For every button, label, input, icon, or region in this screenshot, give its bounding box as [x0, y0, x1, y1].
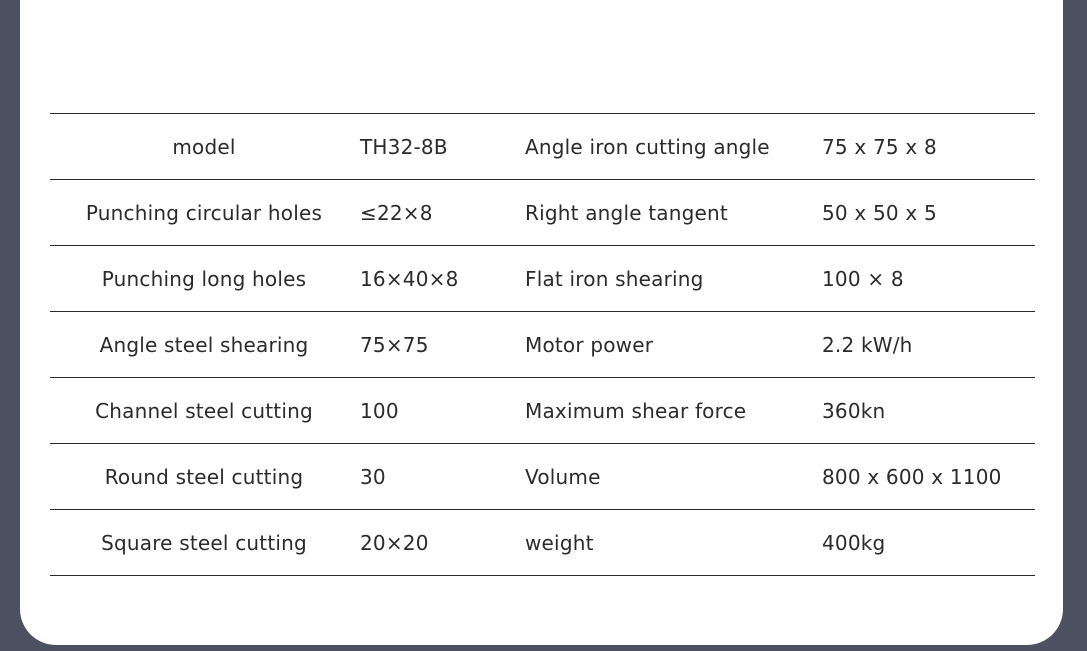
table-row: [50, 444, 1035, 510]
spec-label: Punching circular holes: [85, 200, 323, 225]
table-row: [50, 510, 1035, 576]
spec-label: Punching long holes: [101, 266, 307, 291]
spec-label: Square steel cutting: [101, 530, 307, 555]
spec-value: ≤22×8: [360, 200, 433, 225]
spec-label: model: [172, 134, 236, 159]
spec-value: 800 x 600 x 1100: [822, 464, 1002, 489]
spec-label: Angle steel shearing: [99, 332, 309, 357]
spec-value: 100 × 8: [822, 266, 904, 291]
spec-value: 100: [360, 398, 399, 423]
table-row: [50, 246, 1035, 312]
table-row: [50, 312, 1035, 378]
spec-label: Volume: [525, 464, 601, 489]
spec-value: 2.2 kW/h: [822, 332, 913, 357]
spec-value: 30: [360, 464, 386, 489]
spec-label: Flat iron shearing: [525, 266, 704, 291]
spec-value: 75×75: [360, 332, 429, 357]
spec-value: 16×40×8: [360, 266, 459, 291]
spec-table: [50, 113, 1035, 576]
spec-value: 360kn: [822, 398, 886, 423]
spec-label: Motor power: [525, 332, 654, 357]
spec-label: Angle iron cutting angle: [525, 134, 770, 159]
spec-value: TH32-8B: [360, 134, 448, 159]
table-row: [50, 180, 1035, 246]
spec-value: 50 x 50 x 5: [822, 200, 937, 225]
spec-label: weight: [525, 530, 594, 555]
spec-value: 20×20: [360, 530, 429, 555]
table-row: [50, 378, 1035, 444]
spec-label: Channel steel cutting: [95, 398, 313, 423]
spec-label: Maximum shear force: [525, 398, 747, 423]
spec-label: Round steel cutting: [104, 464, 304, 489]
spec-value: 400kg: [822, 530, 886, 555]
table-row: [50, 114, 1035, 180]
spec-label: Right angle tangent: [525, 200, 728, 225]
spec-value: 75 x 75 x 8: [822, 134, 937, 159]
